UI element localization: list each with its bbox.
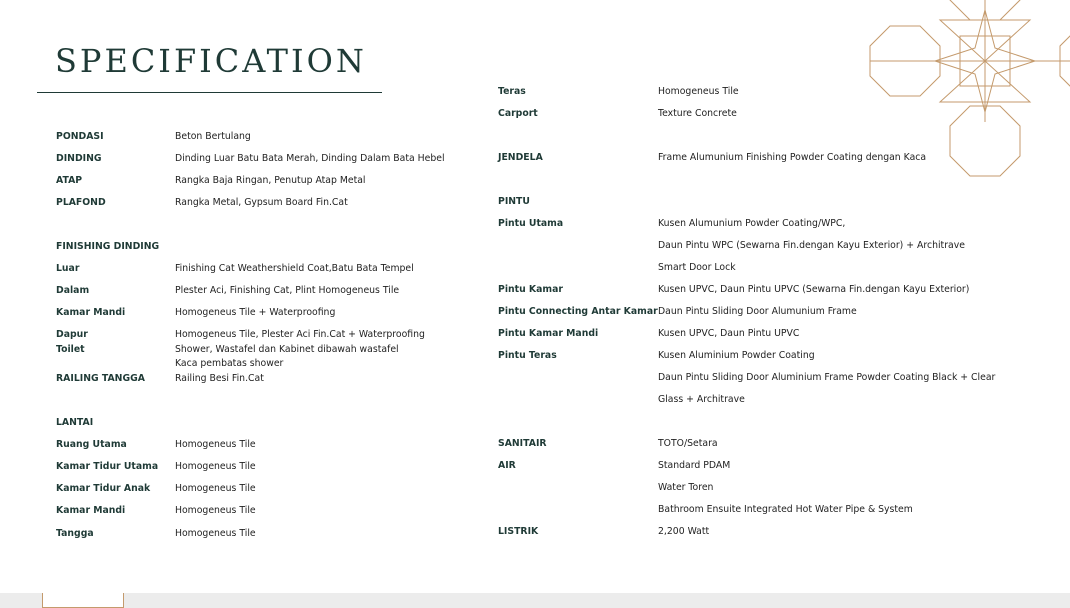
spec-value-air-2: Water Toren [658,482,714,493]
spec-value-pondasi: Beton Bertulang [175,131,251,142]
spec-label-luar: Luar [56,263,80,274]
spec-label-listrik: LISTRIK [498,526,539,537]
title-divider [37,92,382,93]
spec-value-pintu-utama-3: Smart Door Lock [658,262,736,273]
spec-value-pintu-connecting: Daun Pintu Sliding Door Alumunium Frame [658,306,857,317]
spec-value-pintu-teras-2: Daun Pintu Sliding Door Aluminium Frame Powder Coating Black + Clear [658,372,996,383]
spec-value-kamar-mandi: Homogeneus Tile + Waterproofing [175,307,336,318]
spec-value-luar: Finishing Cat Weathershield Coat,Batu Bata Tempel [175,263,414,274]
spec-label-tangga: Tangga [56,528,94,539]
spec-label-sanitair: SANITAIR [498,438,547,449]
spec-label-railing: RAILING TANGGA [56,373,145,384]
spec-label-lantai-kamar-mandi: Kamar Mandi [56,505,126,516]
spec-value-plafond: Rangka Metal, Gypsum Board Fin.Cat [175,197,348,208]
spec-label-pintu-kamar: Pintu Kamar [498,284,563,295]
spec-label-kamar-mandi: Kamar Mandi [56,307,126,318]
spec-label-toilet: Toilet [56,344,85,355]
spec-label-pintu-teras: Pintu Teras [498,350,557,361]
spec-value-lantai-kamar-mandi: Homogeneus Tile [175,505,256,516]
spec-value-jendela: Frame Alumunium Finishing Powder Coating dengan Kaca [658,152,927,163]
spec-value-air-3: Bathroom Ensuite Integrated Hot Water Pipe & System [658,504,913,515]
spec-value-pintu-utama-1: Kusen Alumunium Powder Coating/WPC, [658,218,846,229]
spec-value-pintu-kamar: Kusen UPVC, Daun Pintu UPVC (Sewarna Fin.dengan Kayu Exterior) [658,284,970,295]
spec-value-ruang-utama: Homogeneus Tile [175,439,256,450]
geometric-ornament-icon [850,0,1070,185]
spec-label-carport: Carport [498,108,538,119]
spec-value-dinding: Dinding Luar Batu Bata Merah, Dinding Dalam Bata Hebel [175,153,445,164]
spec-value-toilet-2: Kaca pembatas shower [175,358,284,369]
spec-value-carport: Texture Concrete [658,108,737,119]
spec-value-sanitair: TOTO/Setara [658,438,718,449]
spec-label-plafond: PLAFOND [56,197,106,208]
spec-label-ruang-utama: Ruang Utama [56,439,127,450]
footer-tab [42,593,124,608]
spec-label-kamar-tidur-anak: Kamar Tidur Anak [56,483,151,494]
spec-value-kamar-tidur-anak: Homogeneus Tile [175,483,256,494]
spec-value-atap: Rangka Baja Ringan, Penutup Atap Metal [175,175,366,186]
spec-value-pintu-teras-1: Kusen Aluminium Powder Coating [658,350,815,361]
spec-value-pintu-kamar-mandi: Kusen UPVC, Daun Pintu UPVC [658,328,800,339]
section-heading-lantai: LANTAI [56,417,94,428]
spec-label-kamar-tidur-utama: Kamar Tidur Utama [56,461,159,472]
spec-value-dalam: Plester Aci, Finishing Cat, Plint Homogeneus Tile [175,285,400,296]
spec-value-listrik: 2,200 Watt [658,526,710,537]
spec-label-dapur: Dapur [56,329,88,340]
spec-label-dinding: DINDING [56,153,102,164]
spec-value-toilet-1: Shower, Wastafel dan Kabinet dibawah wastafel [175,344,399,355]
section-heading-finishing-dinding: FINISHING DINDING [56,241,160,252]
spec-value-kamar-tidur-utama: Homogeneus Tile [175,461,256,472]
spec-label-pondasi: PONDASI [56,131,104,142]
spec-value-air-1: Standard PDAM [658,460,731,471]
spec-label-pintu-kamar-mandi: Pintu Kamar Mandi [498,328,599,339]
spec-label-jendela: JENDELA [498,152,543,163]
spec-label-teras: Teras [498,86,526,97]
page-title: SPECIFICATION [55,42,367,80]
spec-label-atap: ATAP [56,175,83,186]
section-heading-pintu: PINTU [498,196,530,207]
spec-label-dalam: Dalam [56,285,90,296]
spec-value-tangga: Homogeneus Tile [175,528,256,539]
spec-label-pintu-utama: Pintu Utama [498,218,564,229]
spec-value-dapur: Homogeneus Tile, Plester Aci Fin.Cat + Waterproofing [175,329,425,340]
spec-value-teras: Homogeneus Tile [658,86,739,97]
spec-label-air: AIR [498,460,516,471]
footer-bar [0,593,1070,608]
spec-value-pintu-teras-3: Glass + Architrave [658,394,745,405]
spec-value-railing: Railing Besi Fin.Cat [175,373,264,384]
spec-value-pintu-utama-2: Daun Pintu WPC (Sewarna Fin.dengan Kayu Exterior) + Architrave [658,240,965,251]
spec-label-pintu-connecting: Pintu Connecting Antar Kamar [498,306,658,317]
